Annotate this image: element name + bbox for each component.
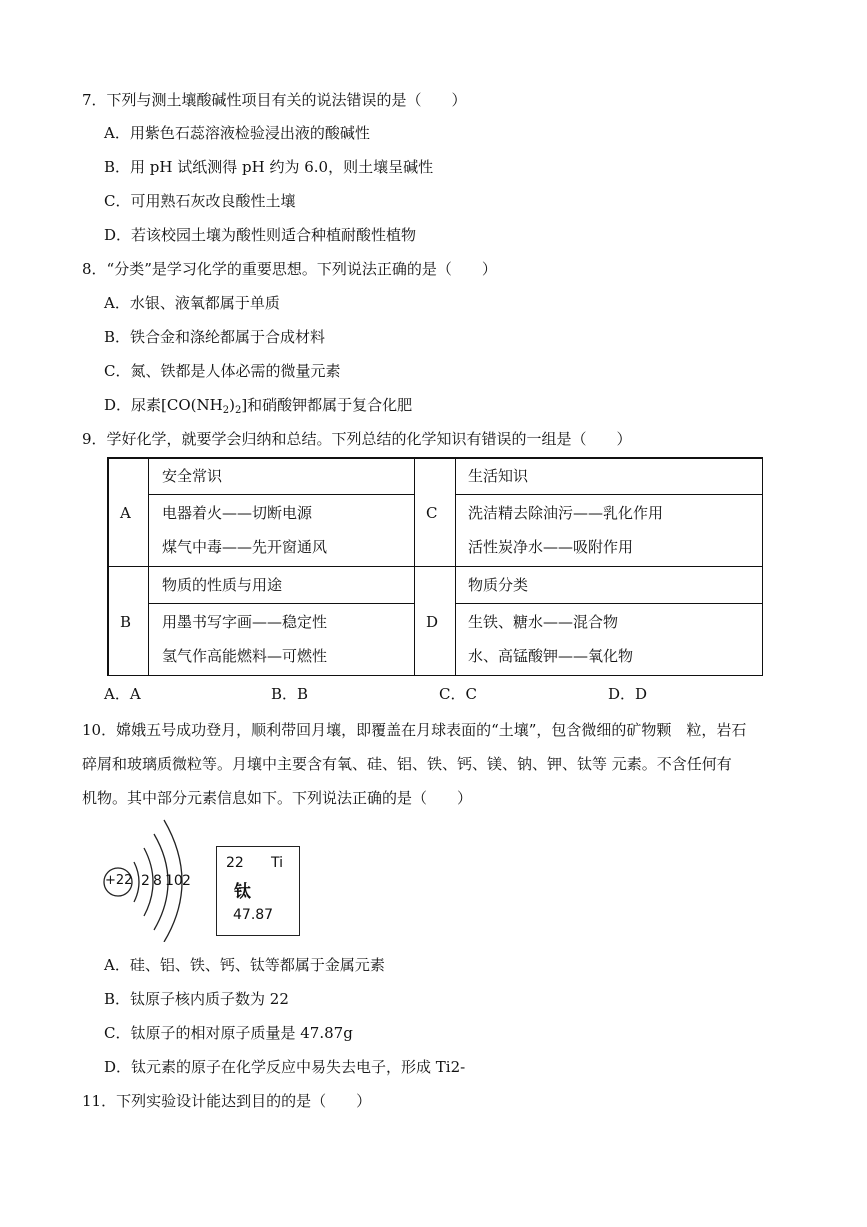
- question-11-stem: 11．下列实验设计能达到目的的是（ ）: [82, 1092, 372, 1110]
- atomic-number: 22: [226, 855, 244, 871]
- table-c-line-2: 活性炭净水——吸附作用: [468, 538, 634, 556]
- question-10-stem-line-2: 碎屑和玻璃质微粒等。月壤中主要含有氧、硅、铝、铁、钙、镁、钠、钾、钛等 元素。不含任何有: [82, 755, 732, 773]
- table-d-line-1: 生铁、糖水——混合物: [468, 613, 619, 631]
- table-label-b: B: [120, 613, 132, 631]
- titanium-figure: [96, 812, 306, 942]
- question-10-stem-line-3: 机物。其中部分元素信息如下。下列说法正确的是（ ）: [82, 789, 473, 807]
- periodic-table-cell: [216, 846, 300, 936]
- element-symbol: Ti: [271, 855, 284, 871]
- question-8-stem: 8．“分类”是学习化学的重要思想。下列说法正确的是（ ）: [82, 260, 497, 278]
- table-label-d: D: [426, 613, 439, 631]
- shell-count-4: 2: [182, 873, 191, 889]
- question-7-stem: 7．下列与测土壤酸碱性项目有关的说法错误的是（ ）: [82, 91, 467, 109]
- nucleus-charge: +22: [105, 873, 133, 888]
- shell-count-2: 8: [153, 873, 162, 889]
- table-c-line-1: 洗洁精去除油污——乳化作用: [468, 504, 664, 522]
- table-title-d: 物质分类: [468, 576, 529, 594]
- question-7-option-c: C．可用熟石灰改良酸性土壤: [104, 192, 296, 210]
- table-label-a: A: [120, 504, 131, 522]
- electron-shell-1: [134, 862, 139, 902]
- shell-count-3: 10: [165, 873, 183, 889]
- question-9-answer-d: D．D: [608, 685, 648, 703]
- knowledge-table: [107, 457, 763, 676]
- question-8-option-b: B．铁合金和涤纶都属于合成材料: [104, 328, 326, 346]
- question-9-answer-a: A．A: [104, 685, 141, 703]
- question-7-option-a: A．用紫色石蕊溶液检验浸出液的酸碱性: [104, 124, 370, 142]
- question-9-answer-b: B．B: [271, 685, 309, 703]
- table-title-b: 物质的性质与用途: [162, 576, 283, 594]
- table-b-line-1: 用墨书写字画——稳定性: [162, 613, 328, 631]
- question-9-stem: 9．学好化学，就要学会归纳和总结。下列总结的化学知识有错误的一组是（ ）: [82, 430, 632, 448]
- table-d-line-2: 水、高锰酸钾——氧化物: [468, 647, 634, 665]
- atomic-mass: 47.87: [233, 907, 274, 923]
- table-title-c: 生活知识: [468, 467, 529, 485]
- table-a-line-2: 煤气中毒——先开窗通风: [162, 538, 328, 556]
- table-label-c: C: [426, 504, 438, 522]
- shell-count-1: 2: [141, 873, 150, 889]
- question-7-option-b: B．用 pH 试纸测得 pH 约为 6.0，则土壤呈碱性: [104, 158, 434, 176]
- element-name: 钛: [234, 882, 251, 902]
- question-10-stem-line-1: 10．嫦娥五号成功登月，顺利带回月壤，即覆盖在月球表面的“土壤”，包含微细的矿物颗 粒，岩石: [82, 721, 747, 739]
- question-9-answer-c: C．C: [439, 685, 477, 703]
- question-10-option-d: D．钛元素的原子在化学反应中易失去电子，形成 Ti2-: [104, 1058, 466, 1076]
- question-8-option-d: D．尿素$[CO(NH_2)_2]$和硝酸钾都属于复合化肥: [104, 396, 413, 416]
- table-b-line-2: 氢气作高能燃料—可燃性: [162, 647, 328, 665]
- table-title-a: 安全常识: [162, 467, 223, 485]
- question-10-option-b: B．钛原子核内质子数为 22: [104, 990, 289, 1008]
- question-8-option-c: C．氮、铁都是人体必需的微量元素: [104, 362, 341, 380]
- question-10-option-a: A．硅、铝、铁、钙、钛等都属于金属元素: [104, 956, 385, 974]
- table-a-line-1: 电器着火——切断电源: [162, 504, 313, 522]
- question-7-option-d: D．若该校园土壤为酸性则适合种植耐酸性植物: [104, 226, 417, 244]
- question-8-option-a: A．水银、液氧都属于单质: [104, 294, 280, 312]
- question-10-option-c: C．钛原子的相对原子质量是 47.87g: [104, 1024, 353, 1042]
